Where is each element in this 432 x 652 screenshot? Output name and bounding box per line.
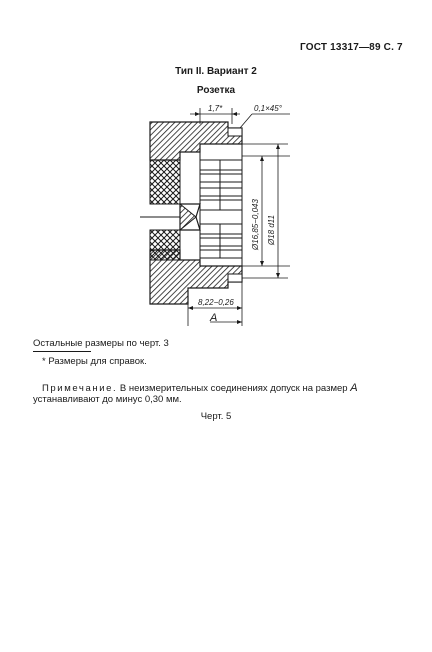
dim-top-label: 1,7* — [208, 104, 223, 113]
dim-diameter-2-label: Ø18 d11 — [267, 214, 276, 245]
note-line-2: устанавливают до минус 0,30 мм. — [33, 394, 182, 405]
figure-subtitle: Розетка — [196, 85, 236, 96]
footnote: * Размеры для справок. — [42, 356, 147, 367]
footnote-rule — [33, 351, 91, 352]
figure-caption: Черт. 5 — [200, 411, 232, 422]
dim-length-label: 8,22−0,26 — [198, 298, 234, 307]
note-text-1: В неизмерительных соединениях допуск на размер — [117, 383, 351, 394]
note-letter: А — [350, 382, 358, 394]
dim-chamfer-label: 0,1×45° — [254, 104, 282, 113]
figure-title: Тип II. Вариант 2 — [175, 66, 257, 77]
body-upper — [150, 122, 242, 160]
dim-diameters — [242, 144, 290, 278]
page-header: ГОСТ 13317—89 С. 7 — [300, 42, 403, 53]
note-line-1 — [42, 382, 358, 394]
technical-drawing — [140, 100, 300, 335]
other-dims-note: Остальные размеры по черт. 3 — [33, 338, 169, 349]
dim-top — [190, 104, 240, 124]
dim-chamfer — [240, 104, 290, 128]
center-contact — [140, 204, 200, 230]
note-label: Примечание. — [42, 383, 118, 394]
dim-A-label: A — [210, 312, 218, 324]
dim-diameter-1-label: Ø16,85−0,043 — [251, 199, 260, 250]
spring-fingers — [200, 144, 242, 266]
insulator — [150, 160, 180, 260]
